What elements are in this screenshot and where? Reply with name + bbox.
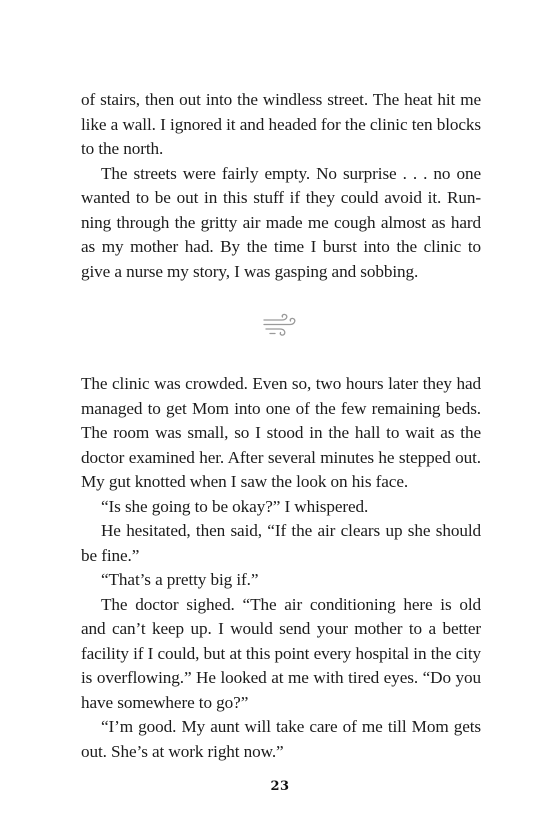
text-line: have somewhere to go?” [81, 692, 249, 712]
text-line: “Is she going to be okay?” I whispered. [101, 496, 369, 516]
text-line: The streets were fairly empty. No surprise . . . no one [101, 163, 481, 183]
text-line: ning through the gritty air made me cough almost as hard [81, 212, 481, 232]
text-line: “That’s a pretty big if.” [101, 570, 259, 589]
text-line: managed to get Mom into one of the few remaining beds. [81, 398, 481, 418]
text-line: wanted to be out in this stuff if they could avoid it. Run- [81, 188, 481, 207]
text-line: out. She’s at work right now.” [81, 741, 284, 761]
text-line: The clinic was crowded. Even so, two hours later they had [81, 374, 481, 393]
text-section-1 [81, 88, 481, 284]
text-line: doctor examined her. After several minutes he stepped out. [81, 447, 481, 467]
wind-swirl-icon [262, 313, 298, 341]
text-line: The room was small, so I stood in the hall to wait as the [81, 423, 481, 442]
text-line: like a wall. I ignored it and headed for the clinic ten blocks [81, 114, 481, 134]
text-line: My gut knotted when I saw the look on his face. [81, 472, 409, 491]
text-line: as my mother had. By the time I burst into the clinic to [81, 237, 481, 256]
text-line: give a nurse my story, I was gasping and sobbing. [81, 261, 419, 281]
text-line: be fine.” [81, 545, 140, 565]
text-section-2 [81, 372, 481, 764]
text-line: of stairs, then out into the windless street. The heat hit me [81, 90, 481, 109]
text-line: The doctor sighed. “The air conditioning here is old [101, 594, 481, 614]
text-line: and can’t keep up. I would send your mother to a better [81, 619, 481, 638]
text-line: is overflowing.” He looked at me with tired eyes. “Do you [81, 668, 481, 687]
text-line: to the north. [81, 139, 164, 158]
text-line: facility if I could, but at this point every hospital in the city [81, 643, 481, 663]
text-line: “I’m good. My aunt will take care of me till Mom gets [101, 717, 481, 736]
text-line: He hesitated, then said, “If the air clears up she should [101, 521, 481, 540]
page-number: 23 [270, 779, 290, 794]
